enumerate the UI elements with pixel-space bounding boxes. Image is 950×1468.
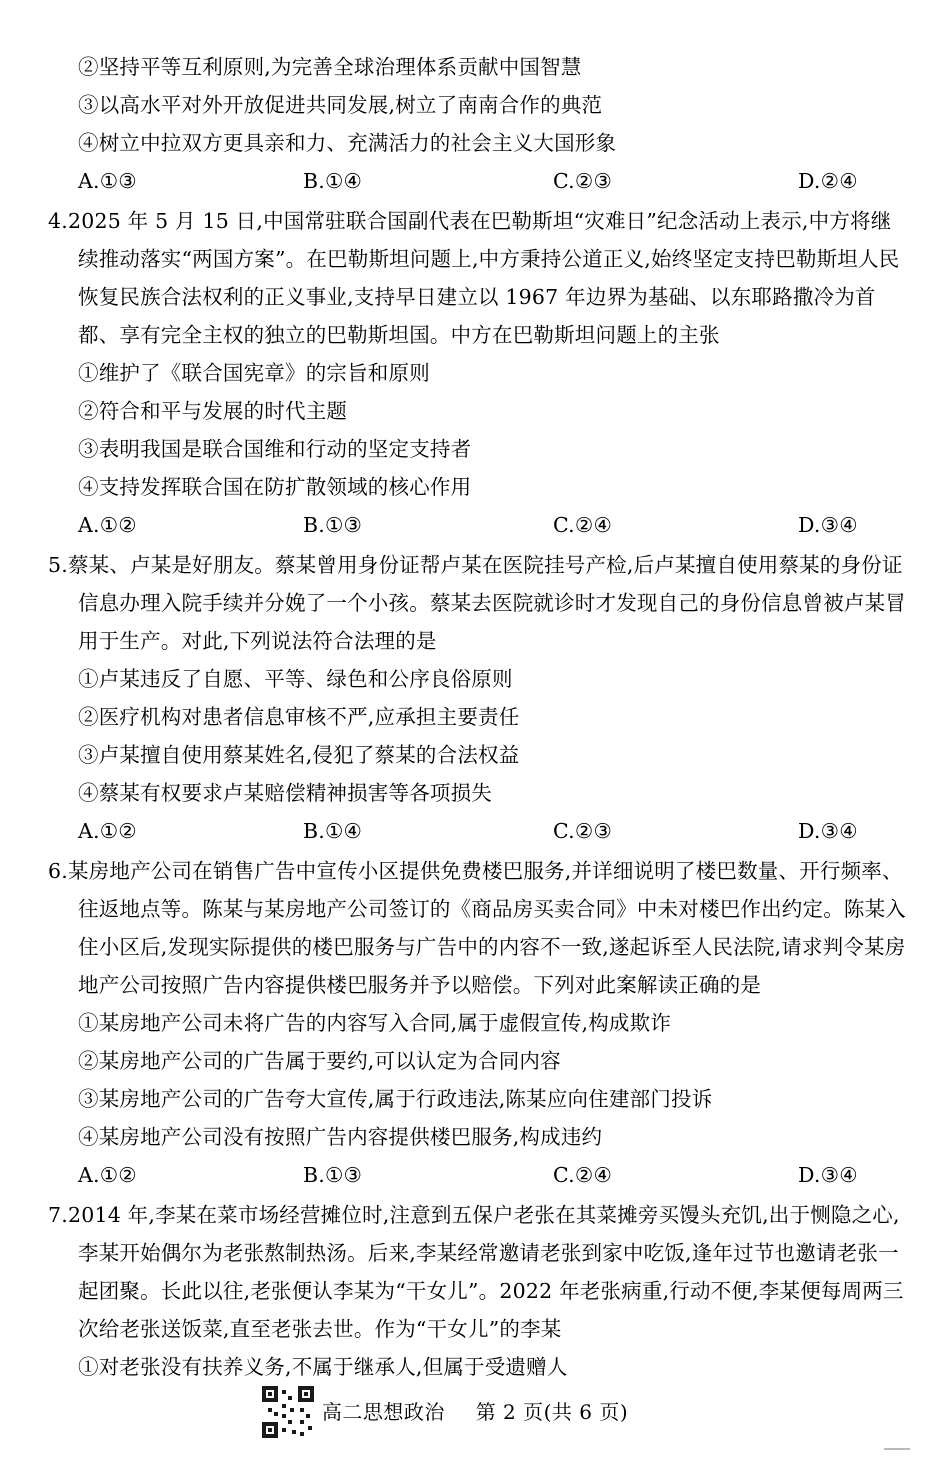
- question-stem: [48, 202, 910, 354]
- question-block: [48, 48, 910, 200]
- choice-a: A.①②: [78, 819, 137, 843]
- choice-c: C.②④: [553, 513, 613, 537]
- page-footer: [0, 1396, 950, 1425]
- question-text: 某房地产公司在销售广告中宣传小区提供免费楼巴服务,并详细说明了楼巴数量、开行频率、往返地点等。陈某与某房地产公司签订的《商品房买卖合同》中未对楼巴作出约定。陈某入住小区后,发现实际提供的楼巴服务与广告中的内容不一致,遂起诉至人民法院,请求判令某房地产公司按照广告内容提供楼巴服务并予以赔偿。下列对此案解读正确的是: [67, 859, 906, 997]
- question-block: [48, 202, 910, 544]
- choice-b: B.①③: [303, 513, 363, 537]
- choice-c: C.②③: [553, 819, 613, 843]
- question-stem: [48, 852, 910, 1004]
- option-line: ①维护了《联合国宪章》的宗旨和原则: [78, 361, 430, 385]
- question-block: [48, 852, 910, 1194]
- choice-row: [48, 812, 940, 850]
- question-block: [48, 546, 910, 850]
- question-text: 2025 年 5 月 15 日,中国常驻联合国副代表在巴勒斯坦“灾难日”纪念活动上表示,中方将继续推动落实“两国方案”。在巴勒斯坦问题上,中方秉持公道正义,始终坚定支持巴勒斯坦人民恢复民族合法权利的正义事业,支持早日建立以 1967 年边界为基础、以东耶路撒冷为首都、享有完全主权的独立的巴勒斯坦国。中方在巴勒斯坦问题上的主张: [67, 209, 900, 347]
- option-line: ④支持发挥联合国在防扩散领域的核心作用: [78, 475, 472, 499]
- option-line: ①对老张没有扶养义务,不属于继承人,但属于受遗赠人: [78, 1355, 568, 1379]
- choice-c: C.②④: [553, 1163, 613, 1187]
- choice-d: D.③④: [798, 513, 858, 537]
- option-line: ②医疗机构对患者信息审核不严,应承担主要责任: [78, 705, 520, 729]
- choice-b: B.①④: [303, 169, 363, 193]
- choice-d: D.②④: [798, 169, 858, 193]
- option-line: ④树立中拉双方更具亲和力、充满活力的社会主义大国形象: [78, 131, 617, 155]
- question-number: 5.: [48, 553, 68, 577]
- option-line: ④某房地产公司没有按照广告内容提供楼巴服务,构成违约: [78, 1125, 603, 1149]
- question-text: 蔡某、卢某是好朋友。蔡某曾用身份证帮卢某在医院挂号产检,后卢某擅自使用蔡某的身份证信息办理入院手续并分娩了一个小孩。蔡某去医院就诊时才发现自己的身份信息曾被卢某冒用于生产。对此,下列说法符合法理的是: [67, 553, 906, 653]
- question-stem: [48, 1196, 910, 1348]
- option-line: ③某房地产公司的广告夸大宣传,属于行政违法,陈某应向住建部门投诉: [78, 1087, 713, 1111]
- option-line: ③以高水平对外开放促进共同发展,树立了南南合作的典范: [78, 93, 603, 117]
- option-line: ③卢某擅自使用蔡某姓名,侵犯了蔡某的合法权益: [78, 743, 520, 767]
- option-line: ②符合和平与发展的时代主题: [78, 399, 348, 423]
- choice-row: [48, 162, 940, 200]
- qr-code-icon: [262, 1386, 314, 1438]
- option-line: ①卢某违反了自愿、平等、绿色和公序良俗原则: [78, 667, 513, 691]
- option-line: ③表明我国是联合国维和行动的坚定支持者: [78, 437, 472, 461]
- option-line: ②某房地产公司的广告属于要约,可以认定为合同内容: [78, 1049, 561, 1073]
- option-line: ②坚持平等互利原则,为完善全球治理体系贡献中国智慧: [78, 55, 582, 79]
- choice-row: [48, 1156, 940, 1194]
- question-number: 7.: [48, 1203, 68, 1227]
- question-number: 4.: [48, 209, 68, 233]
- choice-row: [48, 506, 940, 544]
- choice-a: A.①②: [78, 1163, 137, 1187]
- footer-subject: 高二思想政治: [321, 1400, 445, 1424]
- option-line: ①某房地产公司未将广告的内容写入合同,属于虚假宣传,构成欺诈: [78, 1011, 672, 1035]
- choice-c: C.②③: [553, 169, 613, 193]
- choice-d: D.③④: [798, 819, 858, 843]
- footer-page-label: 第 2 页(共 6 页): [475, 1400, 629, 1424]
- question-block: [48, 1196, 910, 1386]
- choice-a: A.①②: [78, 513, 137, 537]
- choice-b: B.①④: [303, 819, 363, 843]
- question-number: 6.: [48, 859, 68, 883]
- question-text: 2014 年,李某在菜市场经营摊位时,注意到五保户老张在其菜摊旁买馒头充饥,出于恻隐之心,李某开始偶尔为老张熬制热汤。后来,李某经常邀请老张到家中吃饭,逢年过节也邀请老张一起团聚。长此以往,老张便认李某为“干女儿”。2022 年老张病重,行动不便,李某便每周两三次给老张送饭菜,直至老张去世。作为“干女儿”的李某: [67, 1203, 904, 1341]
- choice-d: D.③④: [798, 1163, 858, 1187]
- question-stem: [48, 546, 910, 660]
- choice-a: A.①③: [78, 169, 137, 193]
- option-line: ④蔡某有权要求卢某赔偿精神损害等各项损失: [78, 781, 492, 805]
- page-corner-mark: [884, 1448, 910, 1450]
- choice-b: B.①③: [303, 1163, 363, 1187]
- page-content: [48, 48, 910, 1388]
